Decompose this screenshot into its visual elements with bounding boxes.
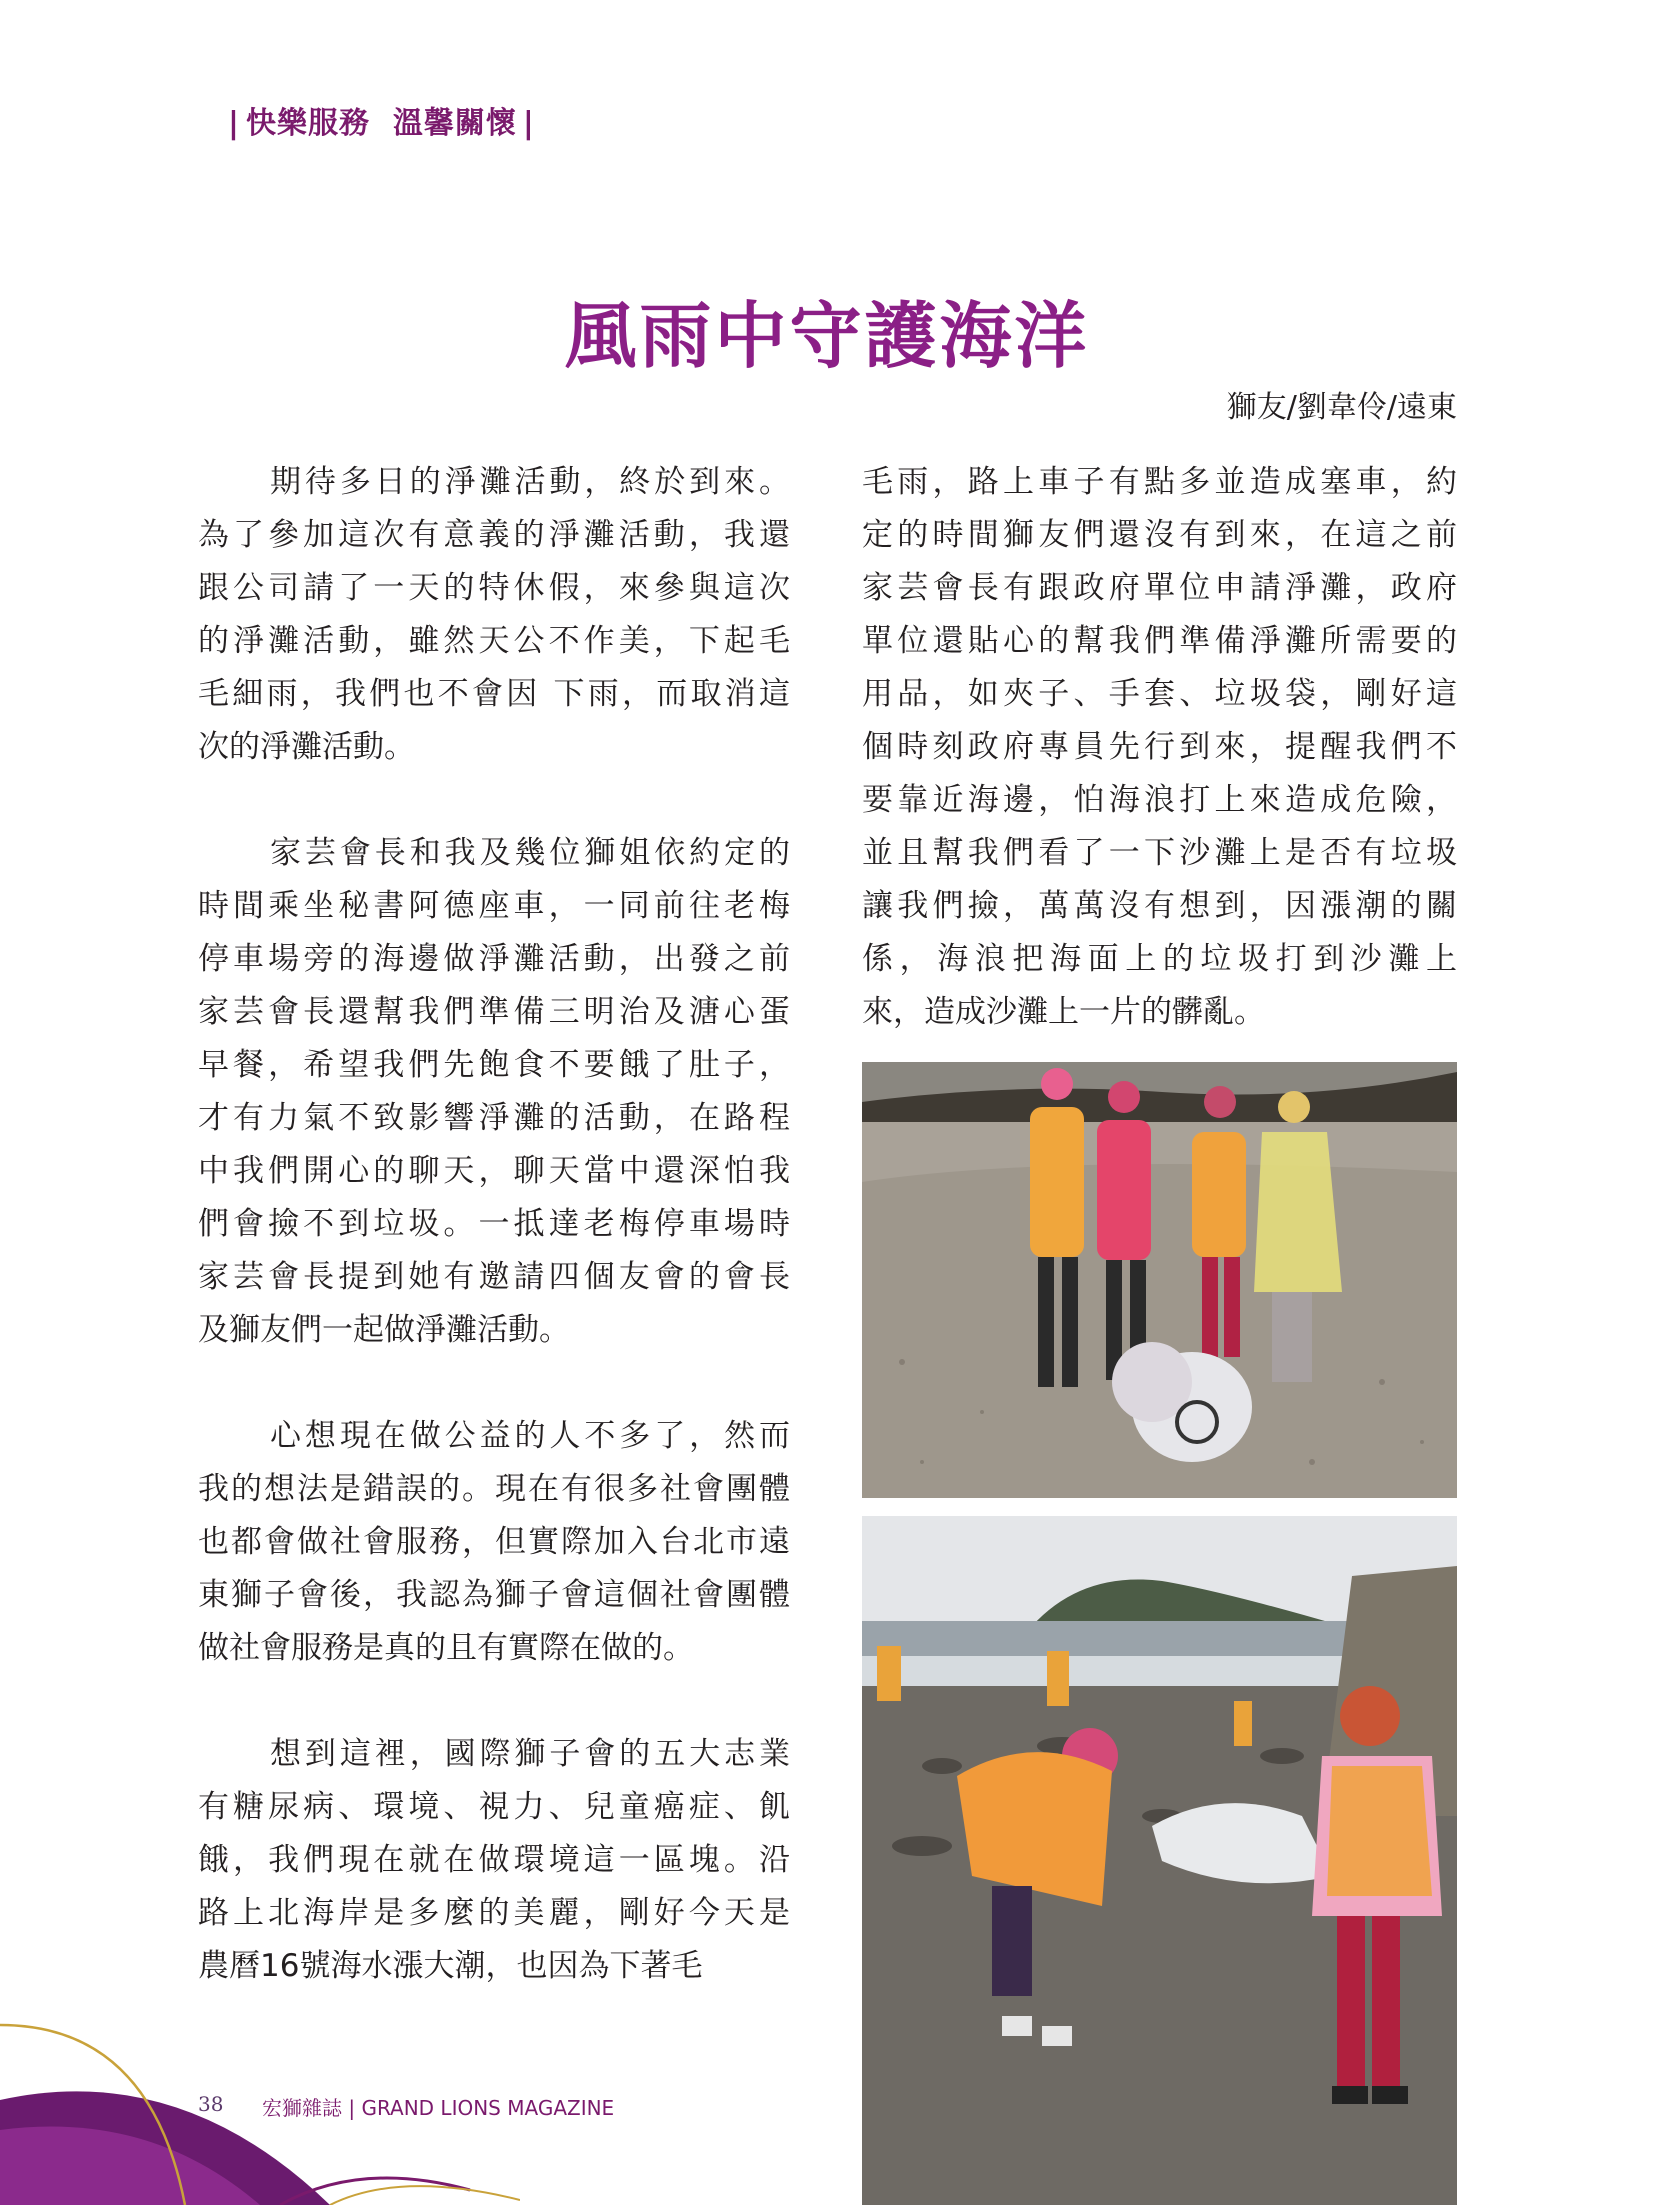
text-line: 跟公司請了一天的特休假，來參與這次 [198, 570, 790, 606]
text-line: 我的想法是錯誤的。現在有很多社會團體 [198, 1471, 790, 1507]
left-paragraph [198, 1410, 790, 1675]
page-number: 38 [198, 2092, 224, 2116]
text-line: 次的淨灘活動。 [198, 729, 415, 765]
text-line: 才有力氣不致影響淨灘的活動，在路程 [198, 1100, 790, 1136]
section-label: 快樂服務 溫馨關懷 [245, 106, 517, 141]
text-line: 們會撿不到垃圾。一抵達老梅停車場時 [198, 1206, 790, 1242]
text-line: 路上北海岸是多麼的美麗，剛好今天是 [198, 1895, 790, 1931]
text-line: 家芸會長還幫我們準備三明治及溏心蛋 [198, 994, 790, 1030]
section-header [222, 98, 541, 142]
text-line: 也都會做社會服務，但實際加入台北市遠 [198, 1524, 790, 1560]
text-line: 的淨灘活動，雖然天公不作美，下起毛 [198, 623, 790, 659]
text-line: 係，海浪把海面上的垃圾打到沙灘上 [862, 941, 1457, 977]
beach-cleanup-shore-photo [862, 1516, 1457, 2205]
text-line: 想到這裡，國際獅子會的五大志業 [270, 1736, 790, 1772]
text-line: 時間乘坐秘書阿德座車，一同前往老梅 [198, 888, 790, 924]
text-line: 及獅友們一起做淨灘活動。 [198, 1312, 570, 1348]
text-line: 來，造成沙灘上一片的髒亂。 [862, 994, 1265, 1030]
header-bar-right: | [522, 106, 535, 141]
text-line: 家芸會長有跟政府單位申請淨灘，政府 [862, 570, 1457, 606]
right-column [862, 456, 1457, 1039]
text-line: 東獅子會後，我認為獅子會這個社會團體 [198, 1577, 790, 1613]
text-line: 餓，我們現在就在做環境這一區塊。沿 [198, 1842, 790, 1878]
left-paragraph [198, 456, 790, 774]
text-line: 毛雨，路上車子有點多並造成塞車，約 [862, 464, 1457, 500]
text-line: 單位還貼心的幫我們準備淨灘所需要的 [862, 623, 1457, 659]
left-paragraph [198, 1728, 790, 1993]
text-line: 個時刻政府專員先行到來，提醒我們不 [862, 729, 1457, 765]
text-line: 讓我們撿，萬萬沒有想到，因漲潮的關 [862, 888, 1457, 924]
text-line: 定的時間獅友們還沒有到來，在這之前 [862, 517, 1457, 553]
header-bar-left: | [228, 106, 240, 141]
text-line: 家芸會長和我及幾位獅姐依約定的 [270, 835, 790, 871]
article-byline: 獅友/劉韋伶/遠東 [1226, 390, 1457, 425]
magazine-name: 宏獅雜誌 | GRAND LIONS MAGAZINE [262, 2096, 615, 2120]
text-line: 毛細雨，我們也不會因 下雨，而取消這 [198, 676, 790, 712]
beach-cleanup-group-photo [862, 1062, 1457, 1498]
text-line: 家芸會長提到她有邀請四個友會的會長 [198, 1259, 790, 1295]
text-line: 心想現在做公益的人不多了，然而 [270, 1418, 790, 1454]
text-line: 為了參加這次有意義的淨灘活動，我還 [198, 517, 790, 553]
text-line: 用品，如夾子、手套、垃圾袋，剛好這 [862, 676, 1457, 712]
text-line: 要靠近海邊，怕海浪打上來造成危險， [862, 782, 1457, 818]
text-line: 做社會服務是真的且有實際在做的。 [198, 1630, 694, 1666]
text-line: 期待多日的淨灘活動，終於到來。 [270, 464, 790, 500]
left-column [198, 456, 790, 2046]
text-line: 有糖尿病、環境、視力、兒童癌症、飢 [198, 1789, 790, 1825]
text-line: 並且幫我們看了一下沙灘上是否有垃圾 [862, 835, 1457, 871]
left-paragraph [198, 827, 790, 1357]
text-line: 停車場旁的海邊做淨灘活動，出發之前 [198, 941, 790, 977]
text-line: 農曆16號海水漲大潮，也因為下著毛 [198, 1948, 703, 1984]
article-title: 風雨中守護海洋 [564, 294, 1090, 378]
text-line: 中我們開心的聊天，聊天當中還深怕我 [198, 1153, 790, 1189]
right-paragraph [862, 456, 1457, 1039]
text-line: 早餐，希望我們先飽食不要餓了肚子， [198, 1047, 790, 1083]
